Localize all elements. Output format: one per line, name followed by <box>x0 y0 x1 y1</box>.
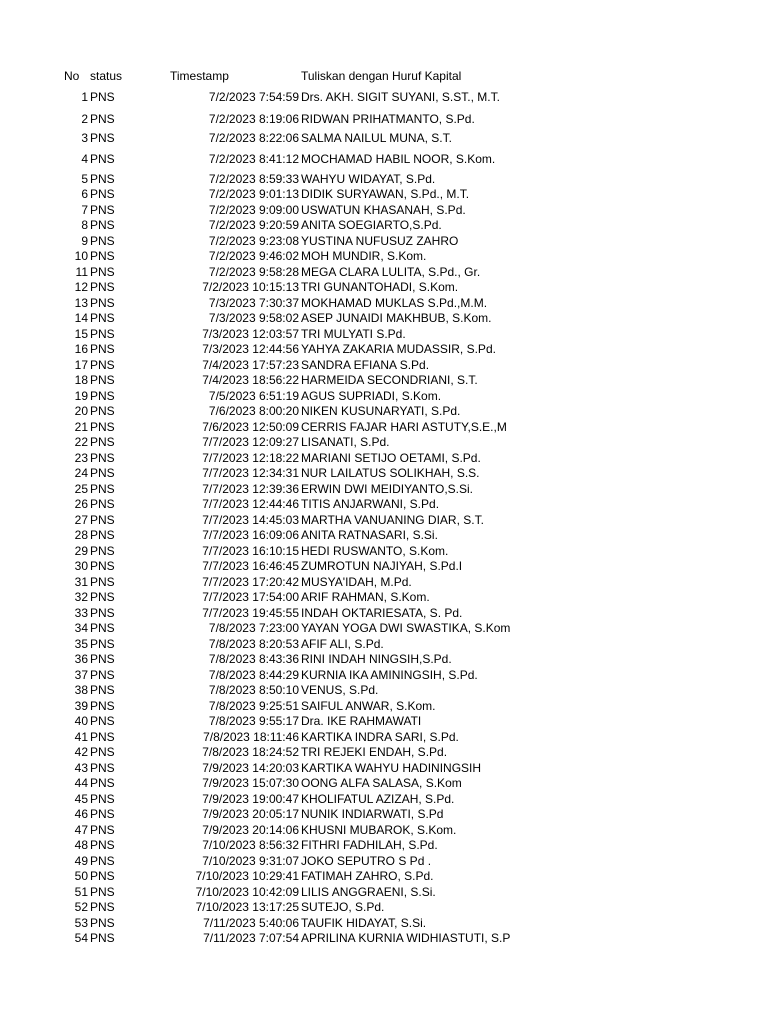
cell-no: 29 <box>74 543 88 558</box>
cell-no: 37 <box>74 667 88 682</box>
table-row <box>0 528 768 543</box>
cell-no: 41 <box>74 729 88 744</box>
cell-name: MOH MUNDIR, S.Kom. <box>301 249 427 263</box>
cell-name: YUSTINA NUFUSUZ ZAHRO <box>301 233 459 248</box>
cell-no: 27 <box>74 512 88 527</box>
cell-status: PNS <box>90 466 115 480</box>
cell-status: PNS <box>90 667 115 682</box>
table-row <box>0 435 768 450</box>
cell-timestamp: 7/2/2023 10:15:13 <box>202 280 299 294</box>
cell-status: PNS <box>90 388 115 403</box>
table-row <box>0 807 768 822</box>
header-no: No <box>64 69 80 83</box>
cell-name: MUSYA'IDAH, M.Pd. <box>301 574 412 589</box>
cell-timestamp: 7/2/2023 8:59:33 <box>208 172 299 186</box>
cell-no: 26 <box>74 497 88 511</box>
table-row <box>0 311 768 326</box>
cell-no: 18 <box>74 373 88 387</box>
cell-no: 49 <box>74 853 88 868</box>
cell-no: 9 <box>81 233 88 248</box>
cell-name: MOCHAMAD HABIL NOOR, S.Kom. <box>301 152 496 166</box>
cell-status: PNS <box>90 249 115 263</box>
cell-no: 44 <box>74 776 88 790</box>
cell-timestamp: 7/6/2023 8:00:20 <box>208 404 299 418</box>
cell-status: PNS <box>90 931 115 945</box>
table-row <box>0 482 768 497</box>
cell-name: MEGA CLARA LULITA, S.Pd., Gr. <box>301 264 481 279</box>
cell-timestamp: 7/7/2023 12:34:31 <box>202 466 299 480</box>
table-row <box>0 683 768 698</box>
table-row <box>0 823 768 838</box>
cell-no: 47 <box>74 822 88 837</box>
cell-timestamp: 7/9/2023 15:07:30 <box>202 776 299 790</box>
cell-timestamp: 7/7/2023 12:09:27 <box>202 435 299 449</box>
cell-name: MOKHAMAD MUKLAS S.Pd.,M.M. <box>301 295 488 310</box>
cell-status: PNS <box>90 838 115 852</box>
cell-no: 16 <box>74 342 88 356</box>
table-row <box>0 792 768 807</box>
cell-timestamp: 7/8/2023 7:23:00 <box>208 621 299 635</box>
cell-timestamp: 7/7/2023 12:44:46 <box>202 497 299 511</box>
cell-status: PNS <box>90 528 115 542</box>
table-row <box>0 652 768 667</box>
table-row <box>0 358 768 373</box>
table-row <box>0 931 768 946</box>
table-row <box>0 854 768 869</box>
cell-name: LISANATI, S.Pd. <box>301 435 390 449</box>
cell-name: FATIMAH ZAHRO, S.Pd. <box>301 869 434 883</box>
header-timestamp: Timestamp <box>170 69 229 83</box>
cell-status: PNS <box>90 807 115 821</box>
cell-no: 50 <box>74 869 88 883</box>
cell-status: PNS <box>90 574 115 589</box>
table-row <box>0 637 768 652</box>
cell-name: VENUS, S.Pd. <box>301 683 379 697</box>
cell-status: PNS <box>90 280 115 294</box>
header-name: Tuliskan dengan Huruf Kapital <box>301 69 462 83</box>
cell-timestamp: 7/3/2023 12:44:56 <box>202 342 299 356</box>
cell-timestamp: 7/7/2023 12:39:36 <box>202 481 299 496</box>
cell-status: PNS <box>90 497 115 511</box>
cell-status: PNS <box>90 745 115 759</box>
cell-timestamp: 7/3/2023 9:58:02 <box>208 311 299 325</box>
cell-no: 39 <box>74 698 88 713</box>
cell-no: 25 <box>74 481 88 496</box>
cell-name: NIKEN KUSUNARYATI, S.Pd. <box>301 404 461 418</box>
cell-status: PNS <box>90 311 115 325</box>
cell-status: PNS <box>90 172 115 186</box>
cell-name: ASEP JUNAIDI MAKHBUB, S.Kom. <box>301 311 492 325</box>
cell-name: Drs. AKH. SIGIT SUYANI, S.ST., M.T. <box>301 90 500 104</box>
table-row <box>0 218 768 233</box>
cell-status: PNS <box>90 636 115 651</box>
cell-no: 7 <box>81 202 88 217</box>
cell-no: 21 <box>74 419 88 434</box>
table-row <box>0 404 768 419</box>
table-row <box>0 916 768 931</box>
cell-no: 31 <box>74 574 88 589</box>
cell-timestamp: 7/9/2023 20:14:06 <box>202 822 299 837</box>
cell-no: 28 <box>74 528 88 542</box>
cell-no: 1 <box>81 90 88 104</box>
cell-timestamp: 7/7/2023 14:45:03 <box>202 512 299 527</box>
cell-status: PNS <box>90 776 115 790</box>
cell-timestamp: 7/10/2023 13:17:25 <box>195 900 299 914</box>
cell-status: PNS <box>90 590 115 604</box>
cell-name: KHUSNI MUBAROK, S.Kom. <box>301 822 457 837</box>
cell-timestamp: 7/10/2023 10:29:41 <box>195 869 299 883</box>
cell-timestamp: 7/8/2023 8:50:10 <box>208 683 299 697</box>
cell-name: TRI MULYATI S.Pd. <box>301 326 406 341</box>
table-row <box>0 900 768 915</box>
cell-status: PNS <box>90 853 115 868</box>
cell-status: PNS <box>90 822 115 837</box>
table-row <box>0 131 768 146</box>
cell-timestamp: 7/2/2023 8:22:06 <box>208 131 299 145</box>
cell-name: INDAH OKTARIESATA, S. Pd. <box>301 605 463 620</box>
cell-name: ANITA SOEGIARTO,S.Pd. <box>301 218 442 232</box>
cell-name: TAUFIK HIDAYAT, S.Si. <box>301 915 427 930</box>
cell-name: TITIS ANJARWANI, S.Pd. <box>301 497 440 511</box>
cell-no: 54 <box>74 931 88 945</box>
cell-name: Dra. IKE RAHMAWATI <box>301 714 422 728</box>
cell-timestamp: 7/8/2023 8:43:36 <box>208 652 299 666</box>
cell-timestamp: 7/4/2023 17:57:23 <box>202 357 299 372</box>
table-row <box>0 730 768 745</box>
table-row <box>0 234 768 249</box>
cell-no: 32 <box>74 590 88 604</box>
table-row <box>0 544 768 559</box>
cell-no: 35 <box>74 636 88 651</box>
cell-status: PNS <box>90 357 115 372</box>
cell-status: PNS <box>90 714 115 728</box>
cell-name: APRILINA KURNIA WIDHIASTUTI, S.P <box>301 931 511 945</box>
cell-timestamp: 7/6/2023 12:50:09 <box>202 419 299 434</box>
cell-no: 36 <box>74 652 88 666</box>
cell-no: 12 <box>74 280 88 294</box>
cell-no: 14 <box>74 311 88 325</box>
cell-timestamp: 7/2/2023 9:20:59 <box>208 218 299 232</box>
table-row <box>0 714 768 729</box>
cell-name: ERWIN DWI MEIDIYANTO,S.Si. <box>301 481 474 496</box>
table-row <box>0 342 768 357</box>
cell-timestamp: 7/3/2023 12:03:57 <box>202 326 299 341</box>
cell-no: 46 <box>74 807 88 821</box>
table-row <box>0 513 768 528</box>
cell-no: 52 <box>74 900 88 914</box>
cell-timestamp: 7/4/2023 18:56:22 <box>202 373 299 387</box>
cell-name: TRI GUNANTOHADI, S.Kom. <box>301 280 459 294</box>
cell-no: 40 <box>74 714 88 728</box>
cell-status: PNS <box>90 481 115 496</box>
cell-timestamp: 7/2/2023 9:46:02 <box>208 249 299 263</box>
table-row <box>0 451 768 466</box>
cell-no: 4 <box>81 152 88 166</box>
cell-name: NUR LAILATUS SOLIKHAH, S.S. <box>301 466 480 480</box>
cell-no: 8 <box>81 218 88 232</box>
cell-name: WAHYU WIDAYAT, S.Pd. <box>301 172 436 186</box>
cell-no: 53 <box>74 915 88 930</box>
cell-timestamp: 7/9/2023 19:00:47 <box>202 791 299 806</box>
cell-status: PNS <box>90 435 115 449</box>
cell-name: KURNIA IKA AMININGSIH, S.Pd. <box>301 667 478 682</box>
cell-name: JOKO SEPUTRO S Pd . <box>301 853 432 868</box>
cell-status: PNS <box>90 419 115 434</box>
cell-no: 45 <box>74 791 88 806</box>
cell-timestamp: 7/2/2023 8:41:12 <box>208 152 299 166</box>
table-row <box>0 373 768 388</box>
table-row <box>0 761 768 776</box>
cell-timestamp: 7/2/2023 9:01:13 <box>208 187 299 201</box>
cell-timestamp: 7/7/2023 16:46:45 <box>202 559 299 573</box>
cell-name: AFIF ALI, S.Pd. <box>301 636 384 651</box>
cell-status: PNS <box>90 131 115 145</box>
cell-no: 13 <box>74 295 88 310</box>
table-row <box>0 90 768 105</box>
cell-name: SUTEJO, S.Pd. <box>301 900 385 914</box>
cell-timestamp: 7/3/2023 7:30:37 <box>208 295 299 310</box>
cell-status: PNS <box>90 342 115 356</box>
cell-timestamp: 7/8/2023 8:20:53 <box>208 636 299 651</box>
cell-name: KARTIKA WAHYU HADININGSIH <box>301 760 482 775</box>
cell-no: 3 <box>81 131 88 145</box>
cell-no: 11 <box>75 264 88 279</box>
table-row <box>0 296 768 311</box>
cell-status: PNS <box>90 112 115 126</box>
cell-no: 17 <box>74 357 88 372</box>
cell-status: PNS <box>90 90 115 104</box>
cell-no: 5 <box>81 172 88 186</box>
cell-name: FITHRI FADHILAH, S.Pd. <box>301 838 438 852</box>
cell-name: OONG ALFA SALASA, S.Kom <box>301 776 462 790</box>
cell-timestamp: 7/8/2023 18:24:52 <box>202 745 299 759</box>
cell-status: PNS <box>90 869 115 883</box>
table-row <box>0 668 768 683</box>
table-row <box>0 249 768 264</box>
cell-timestamp: 7/8/2023 18:11:46 <box>203 729 299 744</box>
cell-timestamp: 7/2/2023 9:23:08 <box>208 233 299 248</box>
cell-no: 42 <box>74 745 88 759</box>
cell-status: PNS <box>90 915 115 930</box>
cell-no: 34 <box>74 621 88 635</box>
cell-name: NUNIK INDIARWATI, S.Pd <box>301 807 444 821</box>
table-row <box>0 187 768 202</box>
cell-timestamp: 7/10/2023 9:31:07 <box>202 853 299 868</box>
cell-timestamp: 7/9/2023 20:05:17 <box>202 807 299 821</box>
cell-name: SANDRA EFIANA S.Pd. <box>301 357 430 372</box>
table-row <box>0 112 768 127</box>
table-row <box>0 776 768 791</box>
cell-no: 22 <box>74 435 88 449</box>
table-row <box>0 575 768 590</box>
cell-no: 30 <box>74 559 88 573</box>
cell-timestamp: 7/7/2023 16:10:15 <box>202 543 299 558</box>
table-row <box>0 327 768 342</box>
cell-timestamp: 7/10/2023 8:56:32 <box>202 838 299 852</box>
cell-timestamp: 7/8/2023 9:25:51 <box>208 698 299 713</box>
table-row <box>0 497 768 512</box>
table-row <box>0 559 768 574</box>
table-row <box>0 172 768 187</box>
cell-no: 20 <box>74 404 88 418</box>
cell-name: ANITA RATNASARI, S.Si. <box>301 528 438 542</box>
cell-no: 10 <box>74 249 88 263</box>
table-row <box>0 621 768 636</box>
cell-timestamp: 7/11/2023 7:07:54 <box>203 931 299 945</box>
table-row <box>0 203 768 218</box>
cell-status: PNS <box>90 264 115 279</box>
cell-timestamp: 7/2/2023 7:54:59 <box>208 90 299 104</box>
cell-status: PNS <box>90 621 115 635</box>
cell-timestamp: 7/7/2023 17:54:00 <box>202 590 299 604</box>
cell-status: PNS <box>90 791 115 806</box>
cell-timestamp: 7/2/2023 8:19:06 <box>208 112 299 126</box>
table-row <box>0 280 768 295</box>
cell-timestamp: 7/8/2023 9:55:17 <box>208 714 299 728</box>
cell-no: 24 <box>74 466 88 480</box>
cell-name: DIDIK SURYAWAN, S.Pd., M.T. <box>301 187 470 201</box>
cell-status: PNS <box>90 559 115 573</box>
cell-status: PNS <box>90 373 115 387</box>
cell-name: CERRIS FAJAR HARI ASTUTY,S.E.,M <box>301 419 507 434</box>
cell-status: PNS <box>90 605 115 620</box>
cell-name: ARIF RAHMAN, S.Kom. <box>301 590 430 604</box>
cell-status: PNS <box>90 884 115 899</box>
cell-status: PNS <box>90 326 115 341</box>
cell-name: RIDWAN PRIHATMANTO, S.Pd. <box>301 112 475 126</box>
cell-no: 38 <box>74 683 88 697</box>
cell-name: SALMA NAILUL MUNA, S.T. <box>301 131 452 145</box>
table-row <box>0 606 768 621</box>
cell-timestamp: 7/7/2023 12:18:22 <box>202 450 299 465</box>
cell-no: 33 <box>74 605 88 620</box>
table-row <box>0 420 768 435</box>
cell-status: PNS <box>90 218 115 232</box>
cell-status: PNS <box>90 683 115 697</box>
cell-timestamp: 7/11/2023 5:40:06 <box>203 915 299 930</box>
cell-status: PNS <box>90 202 115 217</box>
cell-name: YAYAN YOGA DWI SWASTIKA, S.Kom <box>301 621 511 635</box>
cell-name: RINI INDAH NINGSIH,S.Pd. <box>301 652 452 666</box>
cell-timestamp: 7/5/2023 6:51:19 <box>208 388 299 403</box>
cell-timestamp: 7/10/2023 10:42:09 <box>195 884 299 899</box>
cell-timestamp: 7/7/2023 19:45:55 <box>202 605 299 620</box>
table-row <box>0 466 768 481</box>
cell-name: KARTIKA INDRA SARI, S.Pd. <box>301 729 459 744</box>
cell-name: USWATUN KHASANAH, S.Pd. <box>301 202 466 217</box>
cell-no: 23 <box>74 450 88 465</box>
cell-timestamp: 7/7/2023 17:20:42 <box>202 574 299 589</box>
cell-status: PNS <box>90 900 115 914</box>
table-row <box>0 590 768 605</box>
cell-name: MARIANI SETIJO OETAMI, S.Pd. <box>301 450 481 465</box>
cell-timestamp: 7/9/2023 14:20:03 <box>202 760 299 775</box>
cell-timestamp: 7/7/2023 16:09:06 <box>202 528 299 542</box>
table-row <box>0 838 768 853</box>
cell-no: 19 <box>74 388 88 403</box>
table-row <box>0 885 768 900</box>
cell-name: MARTHA VANUANING DIAR, S.T. <box>301 512 484 527</box>
cell-no: 2 <box>81 112 88 126</box>
cell-status: PNS <box>90 652 115 666</box>
cell-timestamp: 7/2/2023 9:58:28 <box>208 264 299 279</box>
cell-name: AGUS SUPRIADI, S.Kom. <box>301 388 442 403</box>
cell-status: PNS <box>90 760 115 775</box>
cell-name: TRI REJEKI ENDAH, S.Pd. <box>301 745 448 759</box>
cell-name: HEDI RUSWANTO, S.Kom. <box>301 543 449 558</box>
cell-status: PNS <box>90 404 115 418</box>
cell-name: KHOLIFATUL AZIZAH, S.Pd. <box>301 791 455 806</box>
table-row <box>0 389 768 404</box>
cell-name: ZUMROTUN NAJIYAH, S.Pd.I <box>301 559 463 573</box>
table-row <box>0 745 768 760</box>
cell-no: 6 <box>81 187 88 201</box>
table-row <box>0 152 768 167</box>
cell-status: PNS <box>90 152 115 166</box>
cell-timestamp: 7/8/2023 8:44:29 <box>208 667 299 682</box>
cell-no: 43 <box>74 760 88 775</box>
cell-status: PNS <box>90 543 115 558</box>
cell-timestamp: 7/2/2023 9:09:00 <box>208 202 299 217</box>
table-row <box>0 699 768 714</box>
header-status: status <box>90 69 123 83</box>
cell-status: PNS <box>90 233 115 248</box>
cell-no: 51 <box>74 884 88 899</box>
cell-name: HARMEIDA SECONDRIANI, S.T. <box>301 373 478 387</box>
cell-name: LILIS ANGGRAENI, S.Si. <box>301 884 436 899</box>
cell-status: PNS <box>90 450 115 465</box>
table-row <box>0 265 768 280</box>
cell-status: PNS <box>90 295 115 310</box>
cell-status: PNS <box>90 698 115 713</box>
cell-status: PNS <box>90 187 115 201</box>
cell-status: PNS <box>90 729 115 744</box>
cell-status: PNS <box>90 512 115 527</box>
cell-no: 48 <box>74 838 88 852</box>
cell-name: YAHYA ZAKARIA MUDASSIR, S.Pd. <box>301 342 496 356</box>
cell-no: 15 <box>74 326 88 341</box>
cell-name: SAIFUL ANWAR, S.Kom. <box>301 698 436 713</box>
table-row <box>0 869 768 884</box>
